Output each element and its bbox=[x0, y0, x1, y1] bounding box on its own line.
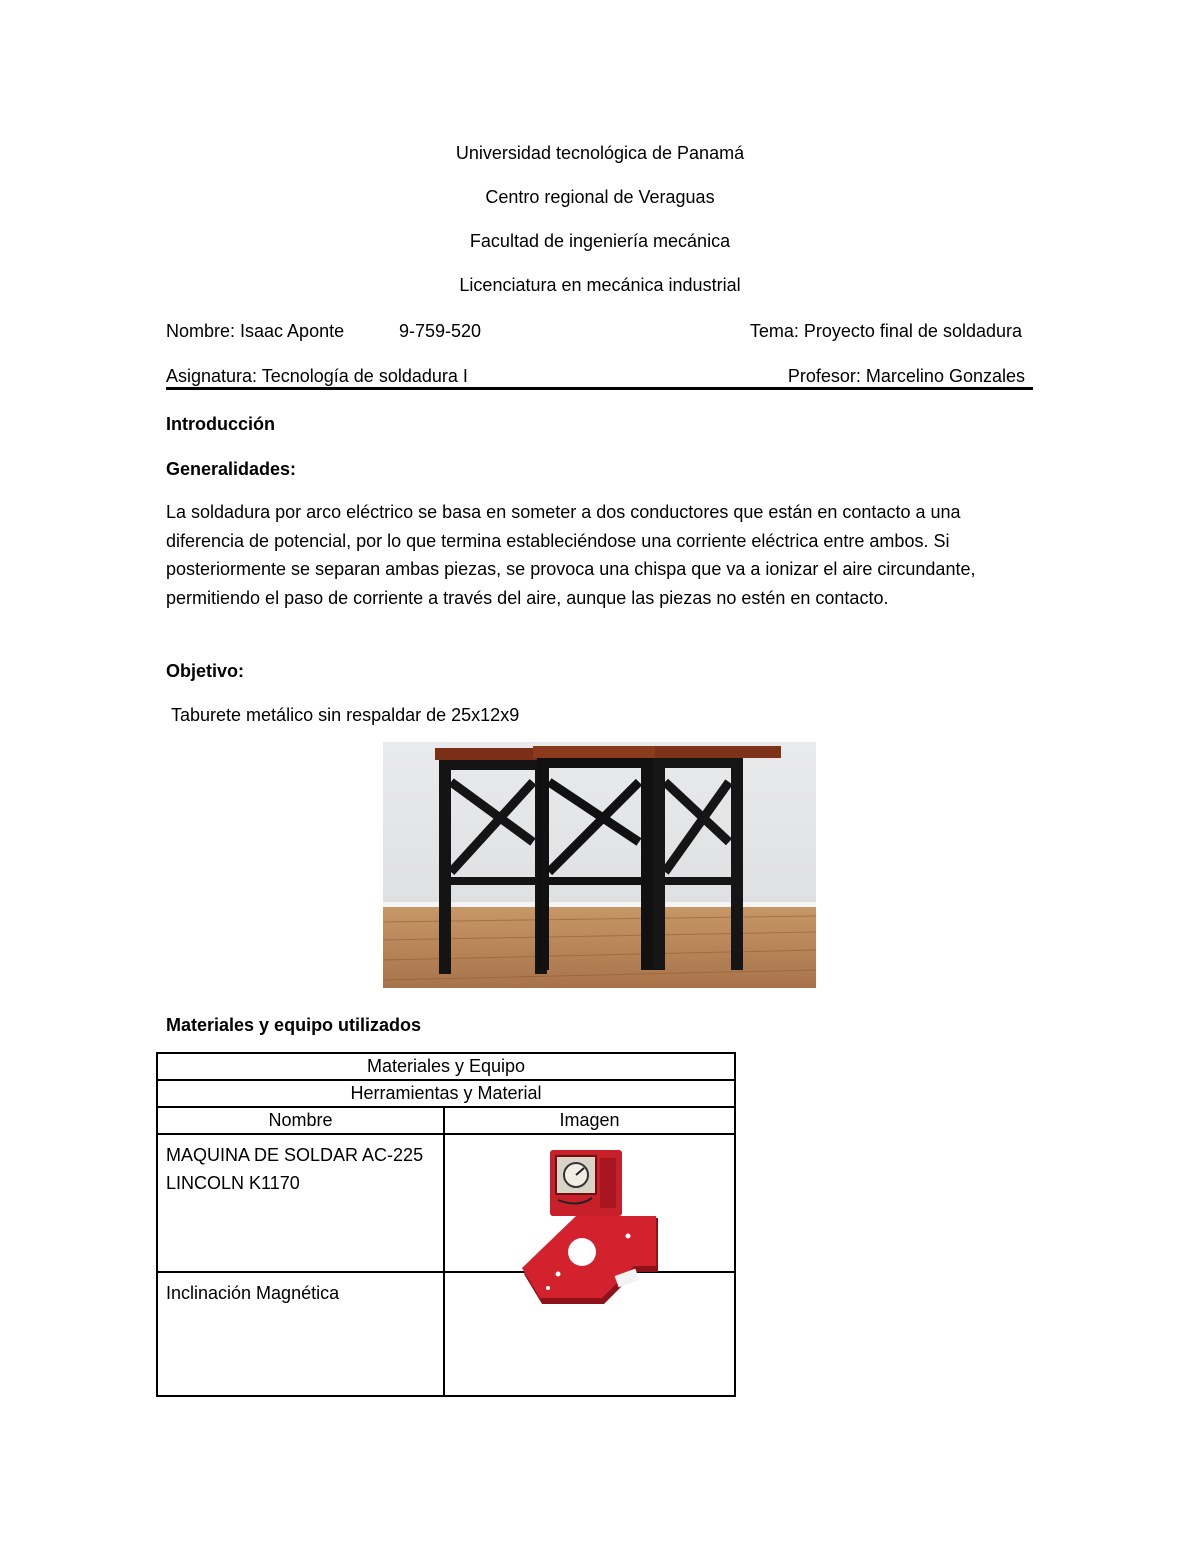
materials-heading: Materiales y equipo utilizados bbox=[166, 1015, 422, 1035]
center-title: Centro regional de Veraguas bbox=[485, 187, 715, 207]
project-topic: Tema: Proyecto final de soldadura bbox=[749, 321, 1022, 341]
magnetic-holder-image bbox=[518, 1214, 660, 1310]
table-title: Materiales y Equipo bbox=[157, 1053, 735, 1080]
stools-photo bbox=[383, 742, 816, 988]
general-paragraph: La soldadura por arco eléctrico se basa en someter a dos conductores que están en contacto a una diferencia de potencial, por lo que termina estableciéndose una corriente eléctrica entre ambos. Si posteriormente se separan ambas piezas, se provoca una chispa que va a ionizar el aire circundante, permitiendo el paso de corriente a través del aire, aunque las piezas no estén en contacto. bbox=[166, 502, 976, 608]
university-title: Universidad tecnológica de Panamá bbox=[455, 143, 745, 163]
degree-title: Licenciatura en mecánica industrial bbox=[459, 275, 741, 295]
professor: Profesor: Marcelino Gonzales bbox=[787, 366, 1025, 386]
row-name: MAQUINA DE SOLDAR AC-225 LINCOLN K1170 bbox=[157, 1134, 444, 1272]
intro-heading: Introducción bbox=[166, 414, 275, 434]
col-image-header: Imagen bbox=[444, 1107, 735, 1134]
header-rule bbox=[166, 387, 1033, 390]
student-id: 9-759-520 bbox=[399, 321, 482, 341]
student-name: Nombre: Isaac Aponte bbox=[166, 321, 345, 341]
subject: Asignatura: Tecnología de soldadura I bbox=[166, 366, 468, 386]
row-name: Inclinación Magnética bbox=[157, 1272, 444, 1396]
faculty-title: Facultad de ingeniería mecánica bbox=[469, 231, 731, 251]
table-subtitle: Herramientas y Material bbox=[157, 1080, 735, 1107]
objective-heading: Objetivo: bbox=[166, 661, 245, 681]
col-name-header: Nombre bbox=[157, 1107, 444, 1134]
general-heading: Generalidades: bbox=[166, 459, 297, 479]
objective-text: Taburete metálico sin respaldar de 25x12x9 bbox=[171, 705, 520, 725]
welding-machine-image bbox=[548, 1148, 624, 1218]
